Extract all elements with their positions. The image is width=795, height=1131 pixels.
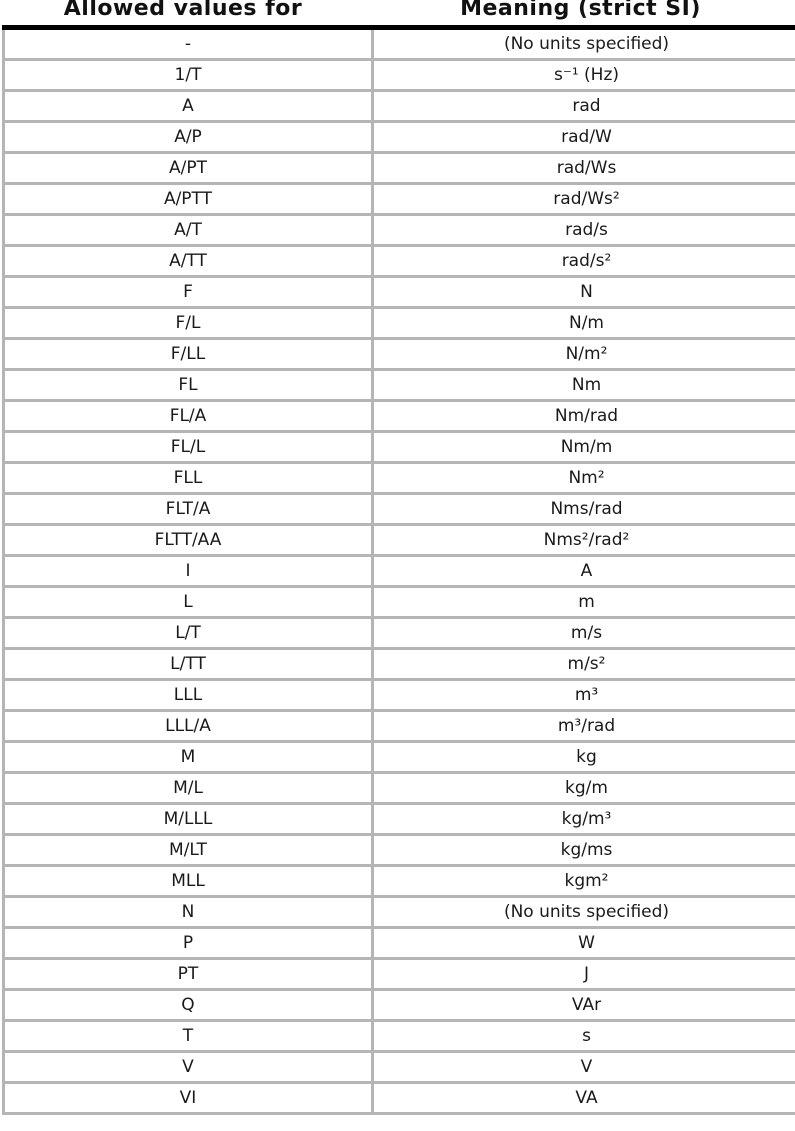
table-row [4, 680, 795, 711]
table-row [4, 184, 795, 215]
table-row [4, 618, 795, 649]
allowed-value-cell: M/L [4, 773, 373, 804]
meaning-cell: VAr [373, 990, 795, 1021]
table-row [4, 556, 795, 587]
meaning-cell: Nm² [373, 463, 795, 494]
allowed-value-cell: A/T [4, 215, 373, 246]
allowed-value-cell: A [4, 91, 373, 122]
meaning-cell: rad/Ws [373, 153, 795, 184]
table-row [4, 91, 795, 122]
table-row [4, 773, 795, 804]
table-row [4, 122, 795, 153]
table-header-row [0, 0, 795, 25]
allowed-value-cell: FL/L [4, 432, 373, 463]
meaning-cell: N/m [373, 308, 795, 339]
meaning-cell: kg [373, 742, 795, 773]
table-row [4, 308, 795, 339]
table-row [4, 339, 795, 370]
table-row [4, 928, 795, 959]
meaning-cell: s [373, 1021, 795, 1052]
meaning-cell: rad/W [373, 122, 795, 153]
meaning-cell: J [373, 959, 795, 990]
allowed-value-cell: F/LL [4, 339, 373, 370]
allowed-value-cell: A/P [4, 122, 373, 153]
allowed-value-cell: FL/A [4, 401, 373, 432]
meaning-cell: m³ [373, 680, 795, 711]
meaning-cell: s⁻¹ (Hz) [373, 60, 795, 91]
table-row [4, 711, 795, 742]
table-row [4, 60, 795, 91]
table-row [4, 1052, 795, 1083]
meaning-cell: (No units specified) [373, 897, 795, 928]
meaning-cell: m/s [373, 618, 795, 649]
table-row [4, 835, 795, 866]
units-table-body [4, 28, 795, 1114]
meaning-cell: kg/ms [373, 835, 795, 866]
table-row [4, 1021, 795, 1052]
table-row [4, 463, 795, 494]
table-row [4, 649, 795, 680]
units-table [2, 25, 795, 1115]
table-row [4, 804, 795, 835]
meaning-cell: rad/Ws² [373, 184, 795, 215]
allowed-value-cell: L/T [4, 618, 373, 649]
meaning-cell: m [373, 587, 795, 618]
meaning-cell: N/m² [373, 339, 795, 370]
table-row [4, 866, 795, 897]
allowed-value-cell: LLL [4, 680, 373, 711]
allowed-value-cell: F/L [4, 308, 373, 339]
allowed-value-cell: - [4, 28, 373, 60]
allowed-value-cell: MLL [4, 866, 373, 897]
meaning-cell: Nm/m [373, 432, 795, 463]
meaning-cell: kgm² [373, 866, 795, 897]
table-row [4, 525, 795, 556]
meaning-cell: N [373, 277, 795, 308]
allowed-value-cell: VI [4, 1083, 373, 1114]
table-row [4, 28, 795, 60]
allowed-value-cell: V [4, 1052, 373, 1083]
allowed-value-cell: FL [4, 370, 373, 401]
allowed-value-cell: M/LLL [4, 804, 373, 835]
meaning-cell: Nm [373, 370, 795, 401]
allowed-value-cell: P [4, 928, 373, 959]
meaning-cell: A [373, 556, 795, 587]
meaning-cell: Nm/rad [373, 401, 795, 432]
allowed-value-cell: I [4, 556, 373, 587]
meaning-cell: W [373, 928, 795, 959]
table-row [4, 959, 795, 990]
table-row [4, 401, 795, 432]
allowed-value-cell: M [4, 742, 373, 773]
allowed-value-cell: A/TT [4, 246, 373, 277]
meaning-cell: V [373, 1052, 795, 1083]
meaning-cell: Nms/rad [373, 494, 795, 525]
meaning-cell: m³/rad [373, 711, 795, 742]
table-row [4, 742, 795, 773]
allowed-value-cell: N [4, 897, 373, 928]
meaning-cell: kg/m³ [373, 804, 795, 835]
meaning-cell: m/s² [373, 649, 795, 680]
table-row [4, 215, 795, 246]
table-row [4, 1083, 795, 1114]
allowed-value-cell: T [4, 1021, 373, 1052]
allowed-value-cell: Q [4, 990, 373, 1021]
table-row [4, 277, 795, 308]
meaning-cell: rad/s² [373, 246, 795, 277]
table-row [4, 432, 795, 463]
allowed-value-cell: PT [4, 959, 373, 990]
allowed-value-cell: LLL/A [4, 711, 373, 742]
allowed-value-cell: L/TT [4, 649, 373, 680]
table-row [4, 494, 795, 525]
table-row [4, 370, 795, 401]
meaning-cell: rad/s [373, 215, 795, 246]
meaning-cell: kg/m [373, 773, 795, 804]
table-row [4, 153, 795, 184]
meaning-cell: VA [373, 1083, 795, 1114]
meaning-cell: (No units specified) [373, 28, 795, 60]
allowed-value-cell: F [4, 277, 373, 308]
column-header-meaning: Meaning (strict SI) [460, 0, 701, 21]
allowed-value-cell: FLTT/AA [4, 525, 373, 556]
allowed-value-cell: FLT/A [4, 494, 373, 525]
allowed-value-cell: L [4, 587, 373, 618]
table-row [4, 897, 795, 928]
meaning-cell: Nms²/rad² [373, 525, 795, 556]
allowed-value-cell: A/PTT [4, 184, 373, 215]
allowed-value-cell: A/PT [4, 153, 373, 184]
meaning-cell: rad [373, 91, 795, 122]
table-row [4, 990, 795, 1021]
allowed-value-cell: 1/T [4, 60, 373, 91]
table-row [4, 587, 795, 618]
table-row [4, 246, 795, 277]
column-header-allowed-values: Allowed values for [63, 0, 303, 21]
allowed-value-cell: M/LT [4, 835, 373, 866]
allowed-value-cell: FLL [4, 463, 373, 494]
